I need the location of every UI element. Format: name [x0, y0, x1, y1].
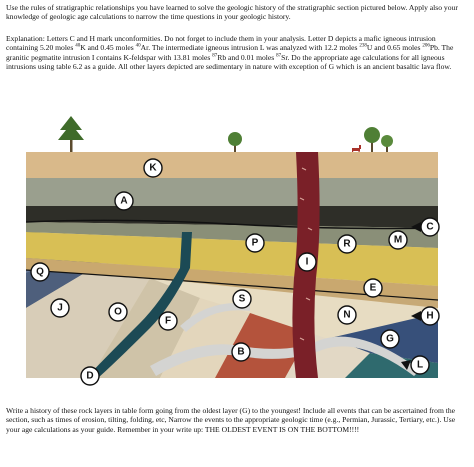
label-h	[421, 307, 439, 325]
label-d	[81, 367, 99, 385]
label-o-text: O	[114, 306, 122, 318]
label-q-text: Q	[36, 266, 44, 278]
label-e	[364, 279, 382, 297]
isotope-mass: 206	[422, 43, 430, 49]
layer-k	[26, 152, 438, 178]
explanation-text: Sr. Do the appropriate age calculations for all igneous intrusions using table 6.2 as a guide. All other layers depicted are sedimentary in nature with exception of G which is an ancient basaltic lava flow.	[6, 52, 452, 72]
label-s	[233, 290, 251, 308]
explanation-text: Pb. The granitic pegmatite intrusion I contains K-feldspar with 13.81 moles	[6, 43, 454, 62]
explanation-text: Rb and 0.01 moles	[217, 52, 277, 62]
label-p	[246, 234, 264, 252]
label-m-text: M	[393, 234, 403, 246]
label-n	[338, 306, 356, 324]
surface-scenery	[58, 116, 393, 154]
label-l-text: L	[416, 359, 424, 371]
label-d-text: D	[86, 370, 94, 382]
label-l	[411, 356, 429, 374]
explanation-text: Explanation: Letters C and H mark unconformities. Do not forget to include them in your analysis. Letter D depicts a mafic igneous intrusion containing 5.20 moles	[6, 34, 436, 53]
explanation-paragraph	[6, 34, 468, 72]
isotope-mass: 238	[359, 43, 367, 49]
label-e-text: E	[369, 282, 377, 294]
label-m	[389, 231, 407, 249]
label-a	[115, 192, 133, 210]
label-k	[144, 159, 162, 177]
label-k-text: K	[149, 162, 157, 174]
label-f-text: F	[164, 315, 172, 327]
stratigraphic-section-figure	[0, 108, 474, 400]
tree-icon	[228, 132, 242, 154]
label-n-text: N	[343, 309, 351, 321]
label-g	[381, 330, 399, 348]
label-p-text: P	[251, 237, 259, 249]
label-b	[232, 343, 250, 361]
label-j	[51, 299, 69, 317]
label-g-text: G	[386, 333, 394, 345]
label-o	[109, 303, 127, 321]
intro-paragraph: Use the rules of stratigraphic relationships you have learned to solve the geologic history of the stratigraphic section pictured below. Apply also your knowledge of geologic age calculations to narrow the time questions in your geologic history.	[6, 3, 458, 22]
label-a-text: A	[120, 195, 128, 207]
label-i	[298, 253, 316, 271]
explanation-text: U and 0.65 moles	[366, 43, 423, 53]
label-c	[421, 218, 439, 236]
tree-icon	[364, 127, 380, 154]
explanation-text: K and 0.45 moles	[80, 43, 136, 53]
isotope-mass: 40	[135, 43, 141, 49]
label-c-text: C	[426, 221, 434, 233]
tree-icon	[381, 135, 393, 154]
label-f	[159, 312, 177, 330]
label-h-text: H	[426, 310, 434, 322]
isotope-mass: 40	[75, 43, 81, 49]
label-q	[31, 263, 49, 281]
isotope-mass: 87	[212, 53, 218, 59]
label-r	[338, 235, 356, 253]
label-r-text: R	[343, 238, 351, 250]
label-s-text: S	[238, 293, 246, 305]
label-b-text: B	[237, 346, 245, 358]
cross-section	[26, 152, 438, 378]
label-j-text: J	[57, 302, 63, 314]
layer-a	[26, 178, 438, 206]
instructions-paragraph: Write a history of these rock layers in table form going from the oldest layer (G) to the youngest! Include all events that can be ascertained from the section, such as times of erosion, tilting, folding, etc, Narrow the events to the appropriate geologic time (e.g., Permian, Jurassic, Tertiary, etc.). Use your age calculations as your guide. Remember in your write up: THE OLDEST EVENT IS ON THE BOTTOM!!!!	[6, 406, 456, 434]
isotope-mass: 87	[276, 53, 282, 59]
explanation-text: Ar. The intermediate igneous intrusion L was analyzed with 12.2 moles	[140, 43, 360, 53]
label-i-text: I	[305, 256, 309, 268]
tree-icon	[58, 116, 84, 154]
